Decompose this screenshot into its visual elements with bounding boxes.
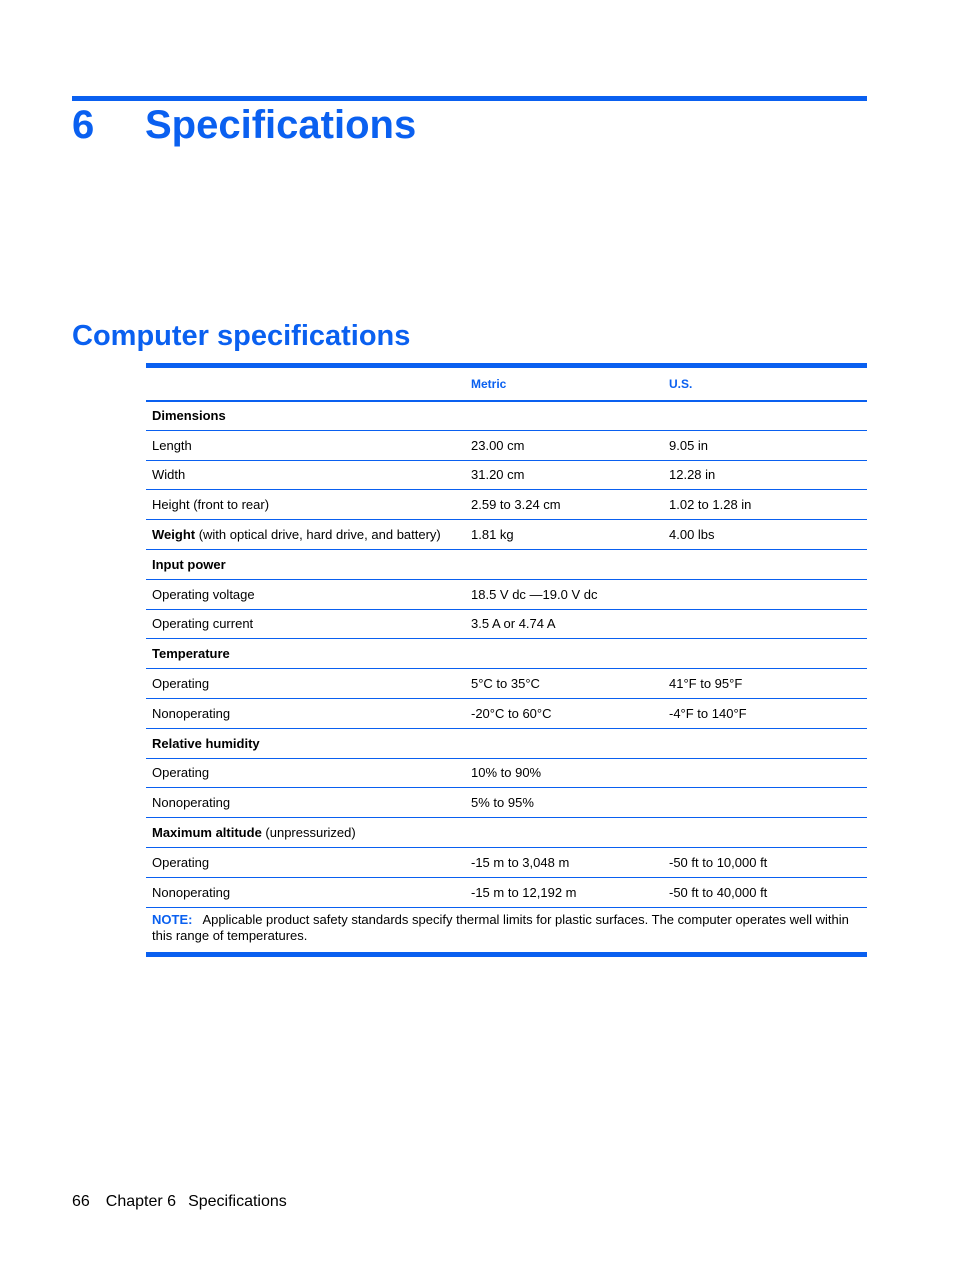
us-value: -50 ft to 10,000 ft [663,847,867,877]
header-metric: Metric [465,366,663,401]
us-value: -4°F to 140°F [663,698,867,728]
page-footer [72,1192,287,1212]
section-title: Computer specifications [72,320,411,352]
table-group-row [146,549,867,579]
metric-value [465,401,663,431]
metric-value: 10% to 90% [465,758,663,788]
spec-label: Nonoperating [152,705,231,721]
table-row [146,520,867,550]
spec-label: Operating voltage [152,586,255,602]
chapter-number: 6 [72,103,95,147]
spec-label-cell [146,401,465,431]
table-row [146,698,867,728]
us-value [663,639,867,669]
table-row [146,758,867,788]
spec-label: Temperature [152,646,230,662]
note-label: NOTE: [152,911,193,927]
spec-label: Operating current [152,616,254,632]
metric-value [465,728,663,758]
spec-label-cell [146,758,465,788]
spec-label-cell [146,639,465,669]
metric-value: -15 m to 12,192 m [465,877,663,907]
metric-value: 23.00 cm [465,430,663,460]
spec-label-cell [146,579,465,609]
spec-label: Width [152,467,186,483]
us-value [663,788,867,818]
spec-table [146,363,867,957]
table-group-row [146,728,867,758]
spec-label-cell [146,490,465,520]
us-value [663,549,867,579]
us-value [663,728,867,758]
spec-label-cell [146,818,465,848]
metric-value: 18.5 V dc —19.0 V dc [465,579,663,609]
table-group-row [146,818,867,848]
metric-value: 5°C to 35°C [465,669,663,699]
spec-label: Maximum altitude [152,825,262,841]
us-value: 4.00 lbs [663,520,867,550]
us-value: 12.28 in [663,460,867,490]
spec-label-note: (with optical drive, hard drive, and battery) [195,527,441,543]
table-row [146,669,867,699]
table-row [146,579,867,609]
table-row [146,847,867,877]
us-value [663,818,867,848]
table-group-row [146,401,867,431]
table-body [146,401,867,955]
metric-value: 3.5 A or 4.74 A [465,609,663,639]
spec-label-note: (unpressurized) [261,825,356,841]
spec-label: Input power [152,556,226,572]
chapter-heading [72,101,416,149]
table-header-row [146,366,867,401]
spec-label: Weight [152,527,196,543]
table-row [146,430,867,460]
spec-label-cell [146,549,465,579]
table-row [146,788,867,818]
metric-value: -20°C to 60°C [465,698,663,728]
us-value: 9.05 in [663,430,867,460]
us-value: 1.02 to 1.28 in [663,490,867,520]
metric-value: 2.59 to 3.24 cm [465,490,663,520]
note-row [146,907,867,954]
table-group-row [146,639,867,669]
spec-label: Operating [152,854,210,870]
spec-label-cell [146,698,465,728]
spec-label-cell [146,847,465,877]
us-value: 41°F to 95°F [663,669,867,699]
spec-label: Length [152,437,192,453]
us-value [663,579,867,609]
metric-value: 31.20 cm [465,460,663,490]
metric-value [465,818,663,848]
note-cell [146,907,867,954]
page-number: 66 [72,1193,90,1210]
spec-label: Operating [152,765,210,781]
chapter-title: Specifications [145,103,417,147]
metric-value: 1.81 kg [465,520,663,550]
note-text: Applicable product safety standards specify thermal limits for plastic surfaces. The computer operates well within this range of temperatures. [152,911,849,943]
spec-label-cell [146,430,465,460]
us-value [663,609,867,639]
us-value: -50 ft to 40,000 ft [663,877,867,907]
spec-label-cell [146,877,465,907]
spec-label: Height (front to rear) [152,497,270,513]
spec-label-cell [146,669,465,699]
header-item [146,366,465,401]
spec-label-cell [146,788,465,818]
header-us: U.S. [663,366,867,401]
spec-label-cell [146,609,465,639]
table-row [146,877,867,907]
footer-title: Specifications [188,1193,287,1210]
table-row [146,609,867,639]
spec-label-cell [146,460,465,490]
spec-label: Nonoperating [152,884,231,900]
us-value [663,401,867,431]
metric-value: 5% to 95% [465,788,663,818]
metric-value [465,639,663,669]
spec-label-cell [146,728,465,758]
metric-value [465,549,663,579]
spec-label: Dimensions [152,408,226,424]
spec-label-cell [146,520,465,550]
footer-chapter: Chapter 6 [105,1193,177,1210]
table-row [146,460,867,490]
table-row [146,490,867,520]
spec-label: Operating [152,676,210,692]
metric-value: -15 m to 3,048 m [465,847,663,877]
spec-label: Relative humidity [152,735,260,751]
spec-label: Nonoperating [152,795,231,811]
us-value [663,758,867,788]
